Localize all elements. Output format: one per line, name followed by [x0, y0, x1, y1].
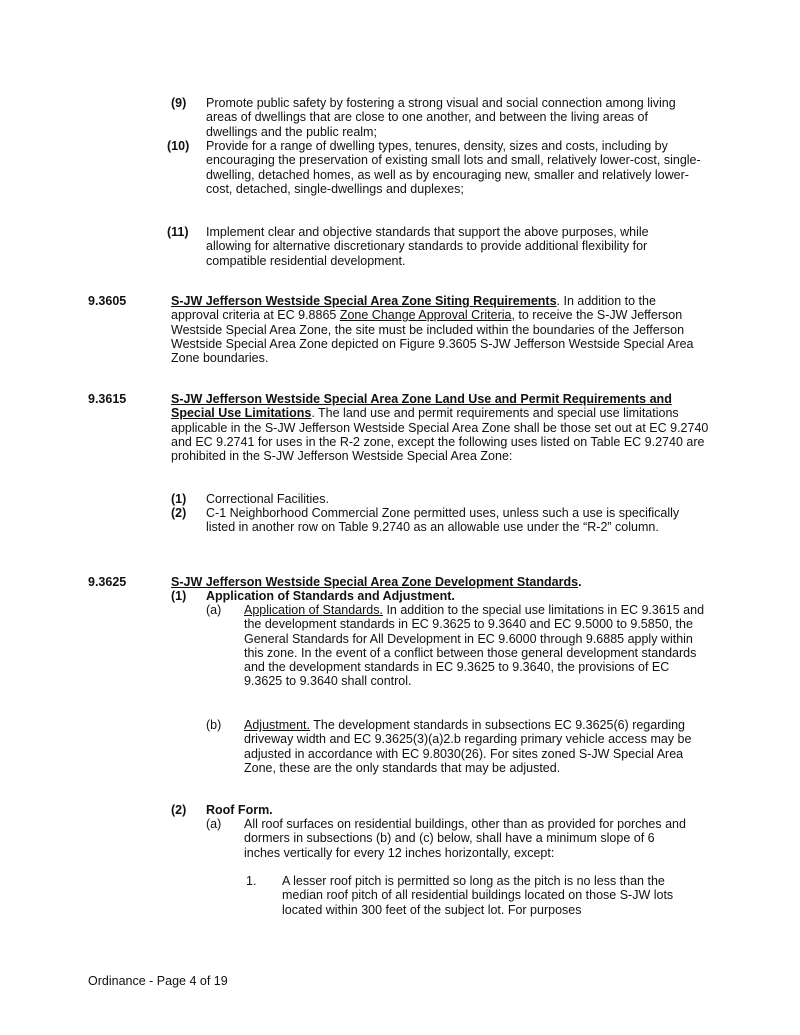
page-footer: Ordinance - Page 4 of 19 — [88, 974, 228, 988]
section-9-3605: S-JW Jefferson Westside Special Area Zone Siting Requirements. In addition to the approval criteria at EC 9.8865 Zone Change Approval Criteria, to receive the S-JW Jefferson Westside Special Area Zone, the site must be included within the boundaries of the Jefferson Westside Special Area Zone depicted on Figure 9.3605 S-JW Jefferson Westside Special Area Zone boundaries. — [171, 294, 694, 366]
item-number: (2) — [171, 803, 187, 817]
sub-text: Adjustment. The development standards in subsections EC 9.3625(6) regarding driveway width and EC 9.3625(3)(a)2.b regarding primary vehicle access may be adjusted in accordance with EC 9.8030(26). For sites zoned S-JW Special Area Zone, these are the only standards that may be adjusted. — [244, 718, 692, 775]
item-text: Provide for a range of dwelling types, tenures, density, sizes and costs, including by encouraging the preservation of existing small lots and small, relatively lower-cost, single-dwelling, detached homes, as well as by encouraging new, smaller and relatively lower-cost, detached, single-dwellings and duplexes; — [206, 139, 701, 196]
section-heading: S-JW Jefferson Westside Special Area Zone Land Use and Permit Requirements and Special Use Limitations — [171, 392, 672, 421]
section-number: 9.3625 — [88, 575, 127, 589]
item-number: (10) — [167, 139, 190, 153]
item-text: C-1 Neighborhood Commercial Zone permitted uses, unless such a use is specifically listed in another row on Table 9.2740 as an allowable use under the “R-2” column. — [206, 506, 680, 535]
item-title: Roof Form. — [206, 803, 273, 817]
section-9-3625: S-JW Jefferson Westside Special Area Zone Development Standards. — [171, 575, 582, 589]
section-number: 9.3615 — [88, 392, 127, 406]
section-number: 9.3605 — [88, 294, 127, 308]
sub-sub-text: A lesser roof pitch is permitted so long as the pitch is no less than the median roof pitch of all residential buildings located on those S-JW lots located within 300 feet of the subject lot. For purposes — [282, 874, 674, 917]
sub-text: All roof surfaces on residential buildings, other than as provided for porches and dormers in subsections (b) and (c) below, shall have a minimum slope of 6 inches vertically for every 12 inches horizontally, except: — [244, 817, 686, 860]
item-number: (1) — [171, 589, 187, 603]
item-text: Implement clear and objective standards that support the above purposes, while allowing for alternative discretionary standards to provide additional flexibility for compatible residential development. — [206, 225, 649, 268]
section-heading: S-JW Jefferson Westside Special Area Zone Development Standards — [171, 575, 579, 589]
item-title: Application of Standards and Adjustment. — [206, 589, 455, 603]
sub-number: (a) — [206, 817, 222, 831]
sub-text: Application of Standards. In addition to the special use limitations in EC 9.3615 and the development standards in EC 9.3625 to 9.3640 and EC 9.5000 to 9.5850, the General Standards for All Development in EC 9.6000 through 9.6885 apply within this zone. In the event of a conflict between those general development standards and the development standards in EC 9.3625 to 9.3640, the provisions of EC 9.3625 to 9.3640 shall control. — [244, 603, 705, 689]
sub-number: (b) — [206, 718, 222, 732]
item-text: Correctional Facilities. — [206, 492, 329, 506]
item-number: (11) — [167, 225, 189, 239]
zone-change-link[interactable]: Zone Change Approval Criteria — [339, 308, 512, 323]
sub-number: (a) — [206, 603, 222, 617]
section-heading: S-JW Jefferson Westside Special Area Zone Siting Requirements — [171, 294, 557, 308]
item-number: (2) — [171, 506, 187, 520]
item-number: (1) — [171, 492, 187, 506]
item-number: (9) — [171, 96, 187, 110]
sub-sub-number: 1. — [246, 874, 257, 888]
section-9-3615: S-JW Jefferson Westside Special Area Zone Land Use and Permit Requirements and Special Use Limitations. The land use and permit requirements and special use limitations applicable in the S-JW Jefferson Westside Special Area Zone shall be those set out at EC 9.2740 and EC 9.2741 for uses in the R-2 zone, except the following uses listed on Table EC 9.2740 are prohibited in the S-JW Jefferson Westside Special Area Zone: — [171, 392, 709, 464]
item-text: Promote public safety by fostering a strong visual and social connection among living areas of dwellings that are close to one another, and between the living areas of dwellings and the public realm; — [206, 96, 676, 139]
